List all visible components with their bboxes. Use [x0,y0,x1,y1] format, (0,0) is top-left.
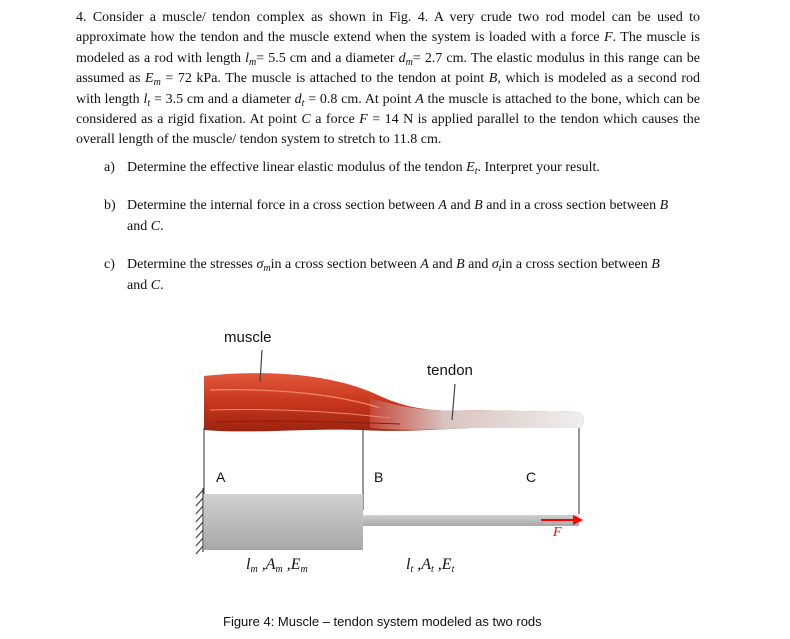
tendon-label: tendon [427,362,473,379]
muscle-label: muscle [224,329,272,346]
wall-fixation [196,488,203,554]
question-c: c) Determine the stresses $\sigma_min$ a cross section between A and B and $\sigma_tin$ a cross section between B and C. [104,257,660,293]
tendon-properties: $l_t$ $,A_t$ $,E_t$ [406,556,455,575]
point-A-label: A [216,469,226,485]
question-b: b) Determine the internal force in a cross section between A and B and in a cross section between B and C. [104,198,669,234]
force-label: F [553,525,562,540]
muscle-properties: $l_m$ $,A_m$ $,E_m$ [246,556,308,575]
question-a: a) Determine the effective linear elastic modulus of the tendon $E_t$. Interpret your result. [104,160,600,177]
point-B-label: B [374,469,384,485]
figure-diagram [0,300,790,639]
point-C-label: C [526,469,537,485]
muscle-rod [204,494,363,550]
muscle-illustration [204,373,584,431]
figure-4 [0,300,790,639]
figure-caption: Figure 4: Muscle – tendon system modeled as two rods [223,614,542,629]
problem-statement: 4. Consider a muscle/ tendon complex as shown in Fig. 4. A very crude two rod model can be used to approximate how the tendon and the muscle extend when the system is loaded with a force F. The muscle is modeled as a rod with length $l_m= 5.5$ cm and a diameter $d_m= 2.7$ cm. The elastic modulus in this range can be assumed as $E_m = 72$ kPa. The muscle is attached to the tendon at point B, which is modeled as a second rod with length $l_t = 3.5$ cm and a diameter $d_t = 0.8$ cm. At point A the muscle is attached to the bone, which can be considered as a rigid fixation. At point C a force F = 14 N is applied parallel to the tendon which causes the overall length of the muscle/ tendon system to stretch to 11.8 cm. [76,10,701,148]
